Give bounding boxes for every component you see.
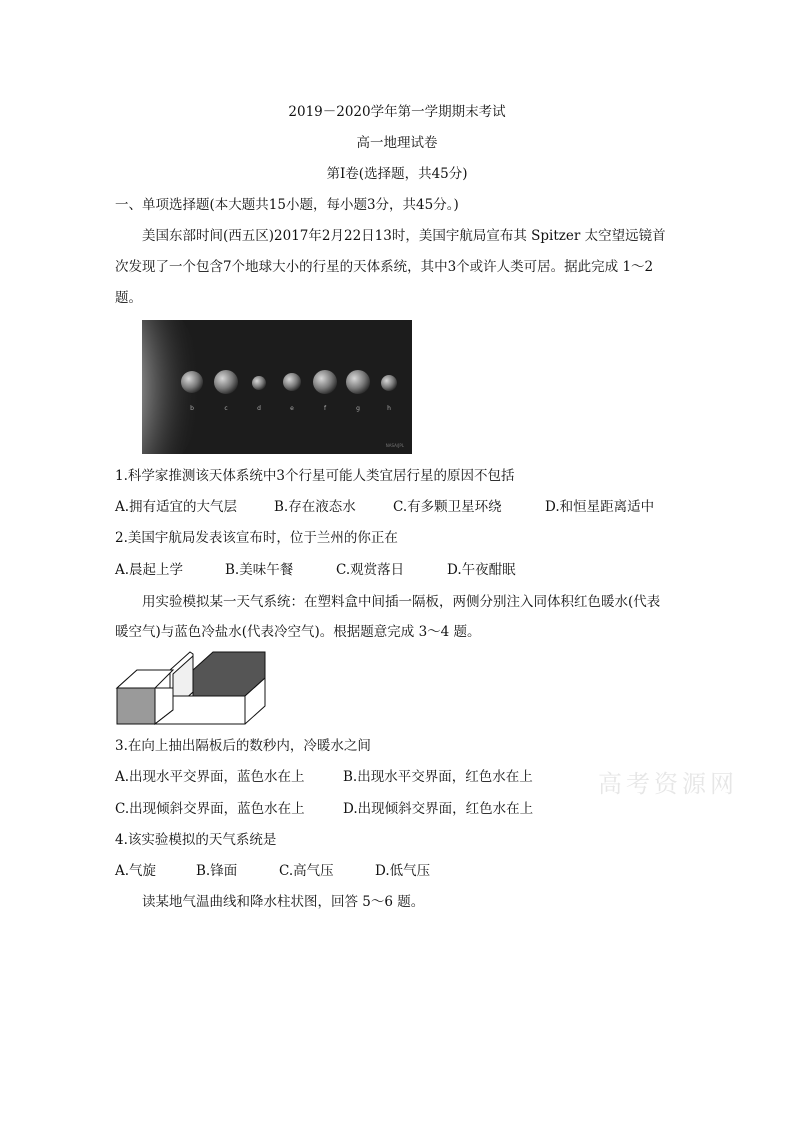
q2-option-d[interactable]: D.午夜酣眠 [447, 562, 516, 578]
passage2-line1: 用实验模拟某一天气系统：在塑料盒中间插一隔板，两侧分别注入同体积红色暖水(代表 [142, 594, 661, 610]
q1-option-a[interactable]: A.拥有适宜的大气层 [115, 499, 238, 515]
subject-title: 高一地理试卷 [356, 135, 438, 151]
q3-stem: 3.在向上抽出隔板后的数秒内，冷暖水之间 [115, 738, 371, 754]
q4-stem: 4.该实验模拟的天气系统是 [115, 832, 277, 848]
q1-option-b[interactable]: B.存在液态水 [274, 499, 356, 515]
q3-option-c[interactable]: C.出现倾斜交界面，蓝色水在上 [115, 801, 305, 817]
passage1-line1: 美国东部时间(西五区)2017年2月22日13时，美国宇航局宣布其 Spitzer 太空望远镜首 [142, 228, 666, 244]
q3-option-a[interactable]: A.出现水平交界面，蓝色水在上 [115, 769, 305, 785]
planet-c [214, 370, 238, 394]
watermark: 高考资源网 [598, 770, 738, 798]
passage2-line2: 暖空气)与蓝色冷盐水(代表冷空气)。根据题意完成 3～4 题。 [115, 624, 481, 640]
planet-h [381, 375, 397, 391]
q4-option-c[interactable]: C.高气压 [279, 863, 334, 879]
q3-option-b[interactable]: B.出现水平交界面，红色水在上 [343, 769, 533, 785]
planet-label-e: e [290, 405, 294, 412]
q4-option-a[interactable]: A.气旋 [115, 863, 157, 879]
planet-label-c: c [224, 405, 228, 412]
planet-label-g: g [356, 405, 360, 412]
experiment-box-diagram [115, 648, 267, 726]
volume-title: 第Ⅰ卷(选择题，共45分) [326, 166, 468, 182]
q4-option-d[interactable]: D.低气压 [375, 863, 431, 879]
planet-b [181, 371, 203, 393]
passage1-line3: 题。 [115, 290, 142, 306]
q1-option-c[interactable]: C.有多颗卫星环绕 [393, 499, 502, 515]
planet-label-b: b [190, 405, 194, 412]
planet-system-figure [142, 320, 412, 454]
planet-e [283, 373, 301, 391]
q2-option-a[interactable]: A.晨起上学 [115, 562, 184, 578]
planet-system-image [142, 320, 412, 454]
experiment-box-figure [115, 648, 267, 726]
q3-option-d[interactable]: D.出现倾斜交界面，红色水在上 [343, 801, 534, 817]
passage1-line2: 次发现了一个包含7个地球大小的行星的天体系统，其中3个或许人类可居。据此完成 1～2 [115, 259, 654, 275]
q2-stem: 2.美国宇航局发表该宣布时，位于兰州的你正在 [115, 530, 398, 546]
q2-option-c[interactable]: C.观赏落日 [336, 562, 405, 578]
planet-label-d: d [257, 405, 261, 412]
q2-option-b[interactable]: B.美味午餐 [225, 562, 294, 578]
planet-label-h: h [387, 405, 391, 412]
exam-title: 2019－2020学年第一学期期末考试 [288, 104, 506, 120]
figure-credit: NASA/JPL [385, 443, 404, 448]
planet-d [252, 376, 266, 390]
planet-g [346, 370, 370, 394]
planet-f [313, 370, 337, 394]
planet-label-f: f [323, 405, 327, 412]
passage3-line1: 读某地气温曲线和降水柱状图，回答 5～6 题。 [142, 894, 425, 910]
q1-option-d[interactable]: D.和恒星距离适中 [545, 499, 655, 515]
q4-option-b[interactable]: B.锋面 [196, 863, 238, 879]
q1-stem: 1.科学家推测该天体系统中3个行星可能人类宜居行星的原因不包括 [115, 468, 515, 484]
section-title: 一、单项选择题(本大题共15小题，每小题3分，共45分。) [115, 197, 459, 213]
